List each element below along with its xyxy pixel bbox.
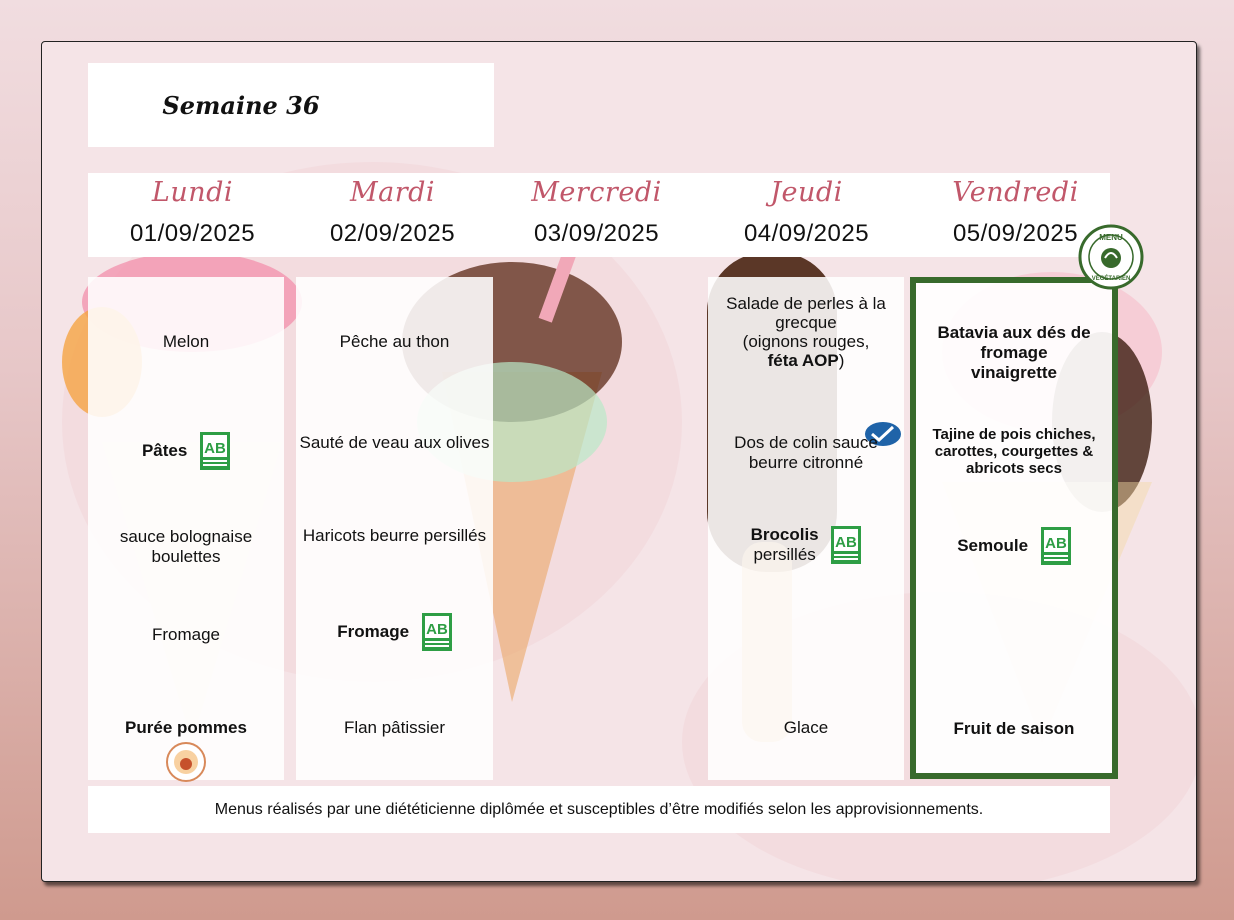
- dish-entree: Batavia aux dés de fromage vinaigrette: [937, 323, 1091, 382]
- dish-feculent: [916, 527, 1112, 565]
- dish-line: Salade de perles à la: [726, 294, 886, 313]
- dish-label-rest: persillés: [753, 545, 816, 564]
- day-header-lundi: [88, 173, 297, 257]
- menu-column-mardi: [296, 277, 493, 780]
- dish-dessert: Flan pâtissier: [343, 718, 446, 737]
- menu-column-lundi: [88, 277, 284, 780]
- menu-column-jeudi: [708, 277, 904, 780]
- dish-line-bold: féta AOP: [767, 351, 839, 370]
- dish-line: grecque: [775, 313, 837, 332]
- ab-bio-icon: [1041, 527, 1071, 565]
- day-name: Lundi: [151, 177, 234, 208]
- days-header: [88, 173, 1110, 257]
- day-date: 03/09/2025: [533, 220, 660, 247]
- label-rouge-icon: [166, 742, 206, 782]
- dish-plat: Tajine de pois chiches, carottes, courgettes & abricots secs: [932, 426, 1096, 477]
- day-name: Mercredi: [531, 177, 662, 208]
- menu-vegetarien-badge: [1078, 224, 1144, 290]
- dish-plat: sauce bolognaise boulettes: [119, 527, 253, 566]
- menu-column-vendredi: [910, 277, 1118, 779]
- week-title-box: [88, 63, 494, 147]
- dish-plat: Sauté de veau aux olives: [299, 433, 490, 452]
- footer-note: Menus réalisés par une diététicienne diplômée et susceptibles d’être modifiés selon les approvisionnements.: [88, 786, 1110, 833]
- dish-fromage: [296, 613, 493, 651]
- day-header-jeudi: [702, 173, 911, 257]
- day-header-mercredi: [492, 173, 701, 257]
- dish-dessert: Glace: [783, 718, 829, 737]
- day-name: Vendredi: [952, 177, 1079, 208]
- svg-text:AB: AB: [835, 534, 858, 551]
- week-title: Semaine 36: [162, 90, 320, 120]
- svg-text:MENU: MENU: [1099, 233, 1123, 242]
- day-name: Jeudi: [770, 177, 843, 208]
- dish-feculent: [88, 432, 284, 470]
- day-date: 02/09/2025: [329, 220, 456, 247]
- dish-label: Semoule: [957, 536, 1029, 555]
- svg-text:AB: AB: [425, 621, 448, 638]
- dish-line: (oignons rouges,: [742, 332, 870, 351]
- dish-entree: Melon: [162, 332, 210, 351]
- dish-entree: [708, 294, 904, 370]
- day-header-mardi: [288, 173, 497, 257]
- day-date: 04/09/2025: [743, 220, 870, 247]
- svg-text:AB: AB: [1044, 535, 1067, 552]
- dish-label: Pâtes: [141, 441, 188, 460]
- dish-label: Fromage: [337, 622, 410, 641]
- day-date: 01/09/2025: [129, 220, 256, 247]
- ab-bio-icon: [422, 613, 452, 651]
- svg-text:AB: AB: [204, 440, 226, 457]
- ab-bio-icon: [200, 432, 230, 470]
- ab-bio-icon: [831, 526, 861, 564]
- dish-legume: [708, 525, 904, 565]
- dish-entree: Pêche au thon: [339, 332, 450, 351]
- dish-dessert: Fruit de saison: [953, 719, 1075, 738]
- dish-dessert: Purée pommes: [125, 718, 247, 737]
- day-name: Mardi: [349, 177, 436, 208]
- dish-fromage: Fromage: [151, 625, 221, 644]
- menu-card: [41, 41, 1197, 882]
- day-date: 05/09/2025: [952, 220, 1079, 247]
- dish-legume: Haricots beurre persillés: [302, 526, 487, 545]
- dish-label-bold: Brocolis: [750, 525, 819, 544]
- svg-text:VÉGÉTARIEN: VÉGÉTARIEN: [1091, 276, 1131, 282]
- dish-line-end: ): [838, 351, 845, 370]
- dish-plat: Dos de colin sauce beurre citronné: [734, 433, 878, 472]
